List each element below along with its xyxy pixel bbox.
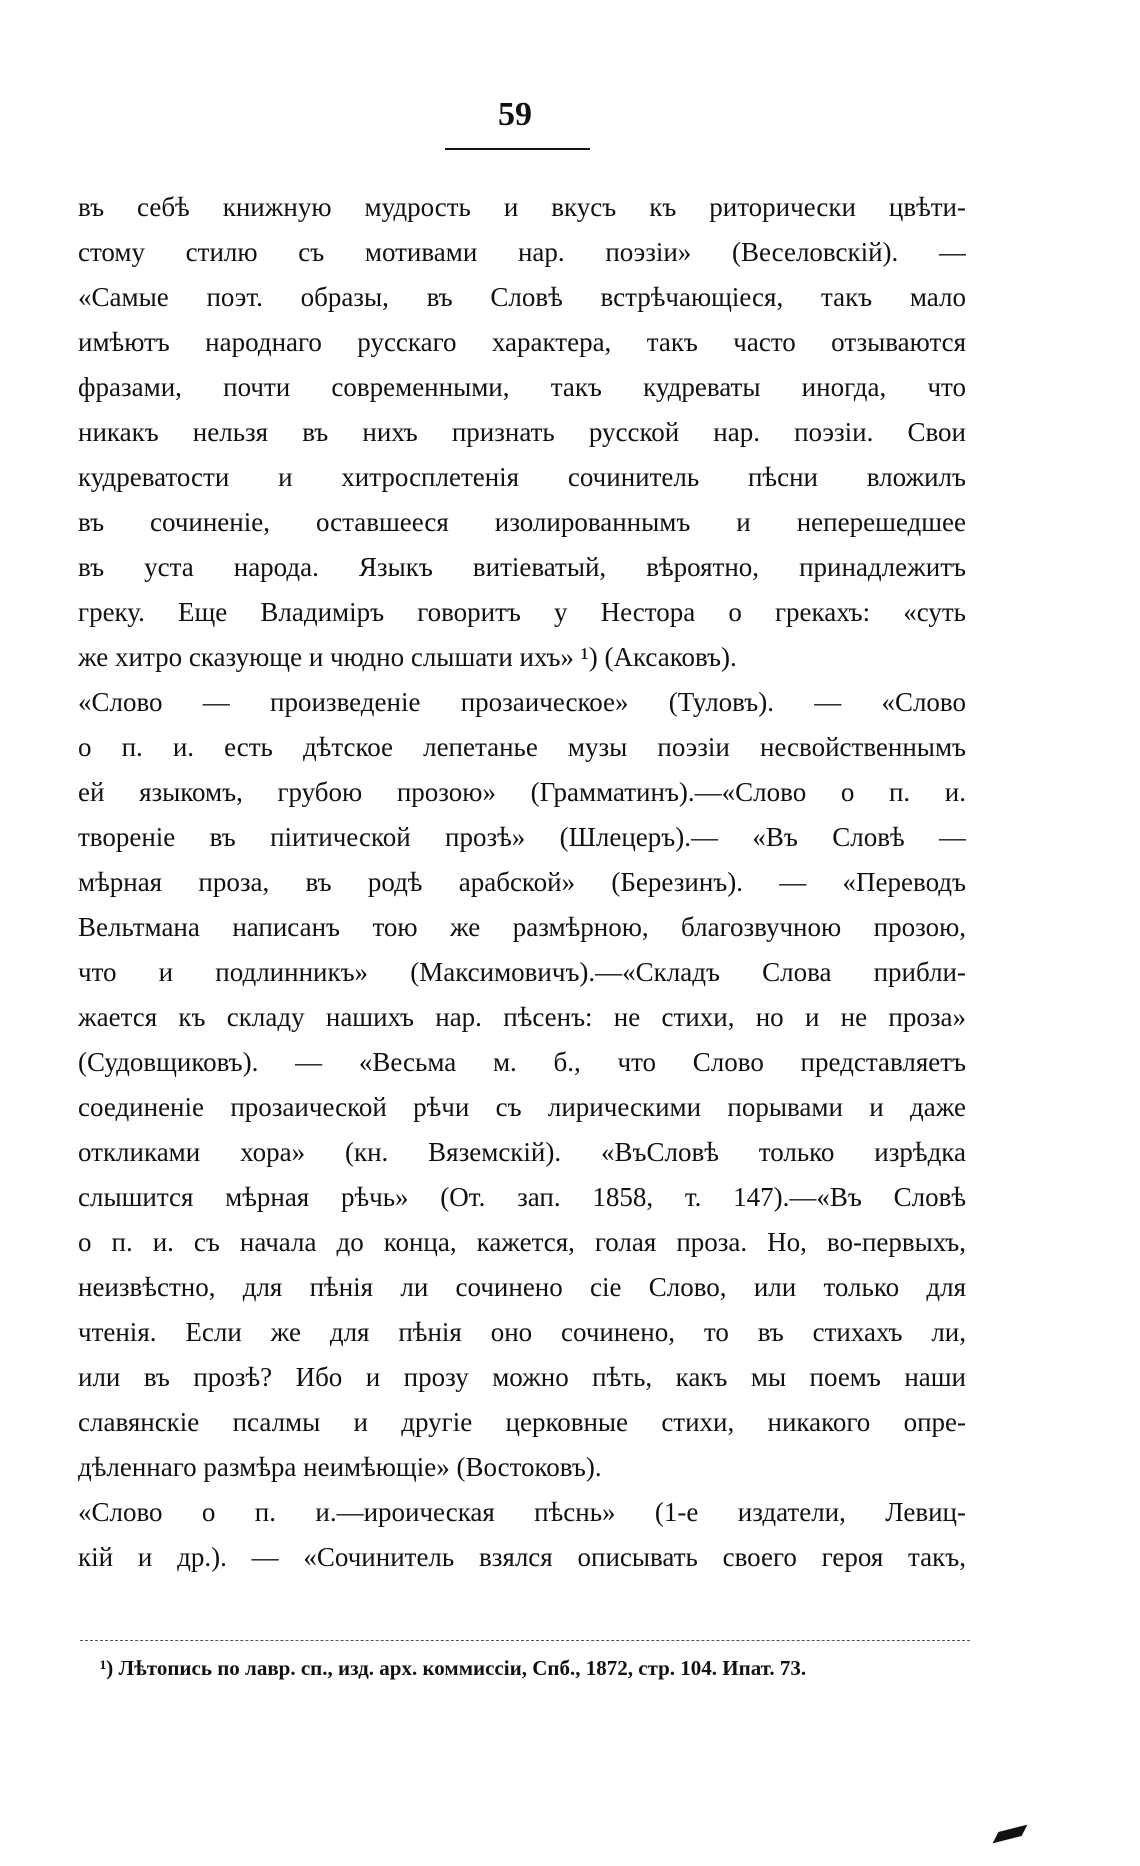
text-line: о п. и. съ начала до конца, кажется, голая проза. Но, во-первыхъ, <box>78 1227 966 1257</box>
text-line: «Слово о п. и.—ироическая пѣснь» (1-е издатели, Левиц- <box>78 1497 966 1527</box>
text-line: Вельтмана написанъ тою же размѣрною, благозвучною прозою, <box>78 912 966 942</box>
text-line: слышится мѣрная рѣчь» (От. зап. 1858, т. 147).—«Въ Словѣ <box>78 1182 966 1212</box>
body-text <box>78 185 966 1580</box>
footnote-rule <box>80 1640 970 1641</box>
text-line: чтенія. Если же для пѣнія оно сочинено, то въ стихахъ ли, <box>78 1317 966 1347</box>
text-line: греку. Еще Владиміръ говоритъ у Нестора о грекахъ: «суть <box>78 597 966 627</box>
text-line: имѣютъ народнаго русскаго характера, такъ часто отзываются <box>78 327 966 357</box>
text-line: въ сочиненіе, оставшееся изолированнымъ и неперешедшее <box>78 507 966 537</box>
text-line: кудреватости и хитросплетенія сочинитель пѣсни вложилъ <box>78 462 966 492</box>
text-line: дѣленнаго размѣра неимѣющіе» (Востоковъ). <box>78 1452 602 1482</box>
text-line: же хитро сказующе и чюдно слышати ихъ» ¹) (Аксаковъ). <box>78 642 737 672</box>
text-line: стому стилю съ мотивами нар. поэзіи» (Веселовскій). — <box>78 237 966 267</box>
text-line: въ уста народа. Языкъ витіеватый, вѣроятно, принадлежитъ <box>78 552 966 582</box>
text-line: фразами, почти современными, такъ кудреваты иногда, что <box>78 372 966 402</box>
text-line: «Самые поэт. образы, въ Словѣ встрѣчающіеся, такъ мало <box>78 282 966 312</box>
text-line: «Слово — произведеніе прозаическое» (Туловъ). — «Слово <box>78 687 966 717</box>
text-line: или въ прозѣ? Ибо и прозу можно пѣть, какъ мы поемъ наши <box>78 1362 966 1392</box>
text-line: откликами хора» (кн. Вяземскій). «ВъСловѣ только изрѣдка <box>78 1137 966 1167</box>
text-line: твореніе въ піитической прозѣ» (Шлецеръ).— «Въ Словѣ — <box>78 822 966 852</box>
text-line: ей языкомъ, грубою прозою» (Грамматинъ).—«Слово о п. и. <box>78 777 966 807</box>
header-rule <box>445 148 590 150</box>
text-line: о п. и. есть дѣтское лепетанье музы поэзіи несвойственнымъ <box>78 732 966 762</box>
text-line: что и подлинникъ» (Максимовичъ).—«Складъ Слова прибли- <box>78 957 966 987</box>
footnote: ¹) Лѣтопись по лавр. сп., изд. арх. коммиссіи, Спб., 1872, стр. 104. Ипат. 73. <box>100 1656 807 1680</box>
text-line: соединеніе прозаической рѣчи съ лирическими порывами и даже <box>78 1092 966 1122</box>
ink-mark <box>993 1825 1028 1844</box>
text-line: славянскіе псалмы и другіе церковные стихи, никакого опре- <box>78 1407 966 1437</box>
text-line: (Судовщиковъ). — «Весьма м. б., что Слово представляетъ <box>78 1047 966 1077</box>
text-line: мѣрная проза, въ родѣ арабской» (Березинъ). — «Переводъ <box>78 867 966 897</box>
page-number: 59 <box>498 96 532 133</box>
text-line: неизвѣстно, для пѣнія ли сочинено сіе Слово, или только для <box>78 1272 966 1302</box>
text-line: кій и др.). — «Сочинитель взялся описывать своего героя такъ, <box>78 1542 966 1572</box>
text-line: жается къ складу нашихъ нар. пѣсенъ: не стихи, но и не проза» <box>78 1002 966 1032</box>
text-line: никакъ нельзя въ нихъ признать русской нар. поэзіи. Свои <box>78 417 966 447</box>
text-line: въ себѣ книжную мудрость и вкусъ къ риторически цвѣти- <box>78 192 966 222</box>
